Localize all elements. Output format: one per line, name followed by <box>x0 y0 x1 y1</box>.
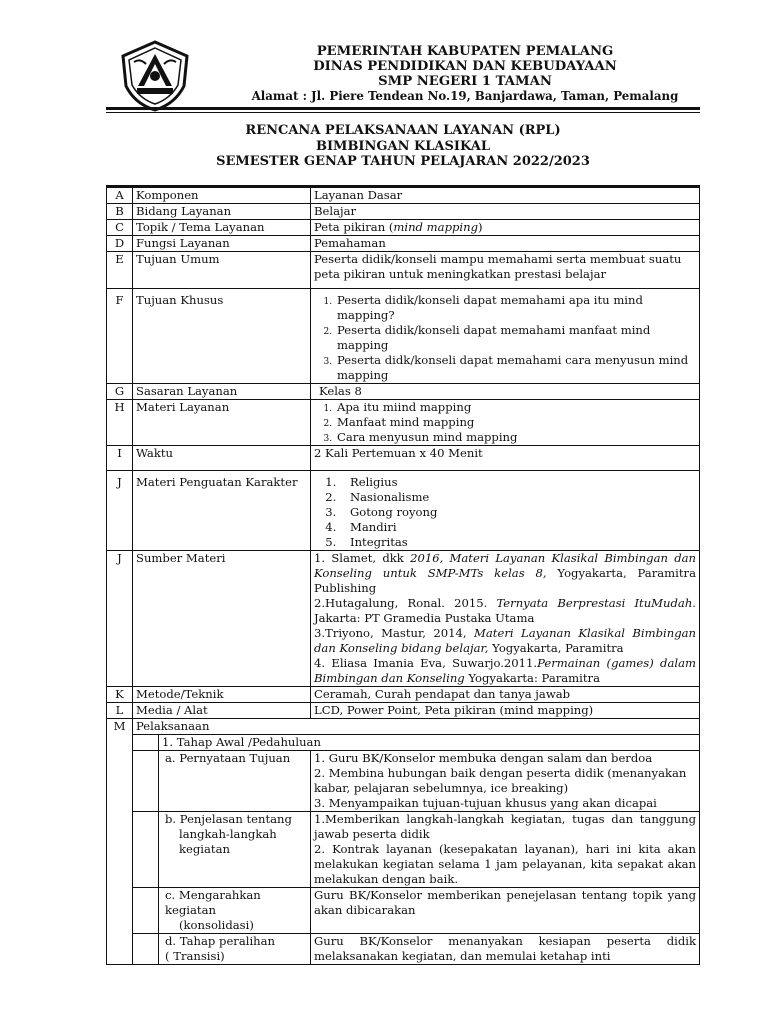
table-row <box>107 220 700 236</box>
row-label: Komponen <box>133 187 311 204</box>
table-row <box>107 703 700 719</box>
row-code: J <box>107 471 133 551</box>
row-code: J <box>107 551 133 687</box>
row-value: LCD, Power Point, Peta pikiran (mind mapping) <box>311 703 700 719</box>
row-code: M <box>107 719 133 965</box>
row-value: Pemahaman <box>311 236 700 252</box>
row-label: Sumber Materi <box>133 551 311 687</box>
title-line-1: RENCANA PELAKSANAAN LAYANAN (RPL) <box>245 123 561 138</box>
source-item <box>314 626 696 656</box>
character-values-list <box>314 475 696 550</box>
source-title: Ternyata Berprestasi ItuMudah. <box>496 596 696 610</box>
topic-text: Peta pikiran ( <box>314 220 394 234</box>
row-label: Materi Layanan <box>133 400 311 446</box>
row-code: C <box>107 220 133 236</box>
source-item <box>314 656 696 686</box>
source-text: 3.Triyono, Mastur, 2014, <box>314 626 475 640</box>
letterhead-government: PEMERINTAH KABUPATEN PEMALANG <box>316 44 614 59</box>
row-value: 2 Kali Pertemuan x 40 Menit <box>311 446 700 471</box>
row-label: Metode/Teknik <box>133 687 311 703</box>
list-item: 5. Integritas <box>340 535 696 550</box>
row-label: Media / Alat <box>133 703 311 719</box>
list-item: 2. Peserta didik/konseli dapat memahami manfaat mind mapping <box>335 323 696 353</box>
list-item: 2. Nasionalisme <box>340 490 696 505</box>
table-row <box>107 888 700 934</box>
step-label-line: langkah-langkah <box>179 827 277 841</box>
row-code: H <box>107 400 133 446</box>
title-line-3: SEMESTER GENAP TAHUN PELAJARAN 2022/2023 <box>216 154 590 169</box>
row-label: Tujuan Umum <box>133 252 311 289</box>
row-value <box>311 551 700 687</box>
row-label: Waktu <box>133 446 311 471</box>
row-code: E <box>107 252 133 289</box>
source-item <box>314 551 696 596</box>
row-label: Tujuan Khusus <box>133 289 311 384</box>
row-value: Ceramah, Curah pendapat dan tanya jawab <box>311 687 700 703</box>
list-item: 3. Cara menyusun mind mapping <box>335 430 696 445</box>
table-row <box>107 751 700 812</box>
row-label: Fungsi Layanan <box>133 236 311 252</box>
step-line: 2. Membina hubungan baik dengan peserta didik (menanyakan kabar, pelajaran sebelumnya, ice breaking) <box>314 766 687 795</box>
step-label-text: a. Pernyataan Tujuan <box>165 751 291 765</box>
step-label <box>159 934 311 965</box>
source-title: Permainan (games) dalam Bimbingan dan Konseling <box>314 656 696 685</box>
row-code: A <box>107 187 133 204</box>
step-line: 1.Memberikan langkah-langkah kegiatan, tugas dan tanggung jawab peserta didik <box>314 812 696 841</box>
specific-goals-list <box>314 293 696 383</box>
step-label-line: kegiatan <box>179 842 230 856</box>
step-content <box>311 812 700 888</box>
letterhead-address: Alamat : Jl. Piere Tendean No.19, Banjardawa, Taman, Pemalang <box>251 89 679 103</box>
table-row <box>107 384 700 400</box>
row-code: D <box>107 236 133 252</box>
step-line: 2. Kontrak layanan (kesepakatan layanan), hari ini kita akan melakukan kegiatan selama 1 jam pelayanan, kita sepakat akan melakukan dengan baik. <box>314 842 696 886</box>
letterhead-school: SMP NEGERI 1 TAMAN <box>378 74 552 89</box>
title-line-2: BIMBINGAN KLASIKAL <box>315 138 490 154</box>
table-row <box>107 735 700 751</box>
row-value <box>311 384 700 400</box>
step-line: 1. Guru BK/Konselor membuka dengan salam dan berdoa <box>314 751 653 765</box>
source-text: 4. Eliasa Imania Eva, Suwarjo.2011. <box>314 656 538 670</box>
table-row <box>107 812 700 888</box>
source-text: 2.Hutagalung, Ronal. 2015. <box>314 596 497 610</box>
step-label-line: ( Transisi) <box>165 949 225 963</box>
table-row <box>107 187 700 204</box>
source-publisher: Yogyakarta: Paramitra <box>464 671 601 685</box>
table-row <box>107 687 700 703</box>
step-label-line: b. Penjelasan tentang <box>165 812 292 826</box>
row-value <box>311 252 700 289</box>
row-label: Pelaksanaan <box>133 719 700 735</box>
row-value <box>311 289 700 384</box>
row-code: I <box>107 446 133 471</box>
letterhead <box>230 44 700 104</box>
table-row <box>107 252 700 289</box>
row-label: Materi Penguatan Karakter <box>133 471 311 551</box>
source-title: Materi Layanan Klasikal Bimbingan dan Konseling bidang belajar, <box>314 626 696 655</box>
table-row <box>107 551 700 687</box>
source-text: 1. Slamet, dkk <box>314 551 411 565</box>
table-row <box>107 400 700 446</box>
step-label <box>159 751 311 812</box>
row-code: L <box>107 703 133 719</box>
row-value <box>311 400 700 446</box>
source-title: 2016, Materi Layanan Klasikal Bimbingan dan Konseling untuk SMP-MTs kelas 8, <box>314 551 696 580</box>
source-item <box>314 596 696 626</box>
row-label: Topik / Tema Layanan <box>133 220 311 236</box>
table-row <box>107 471 700 551</box>
pemalang-regency-crest-icon <box>120 40 190 112</box>
list-item: 1. Peserta didik/konseli dapat memahami apa itu mind mapping? <box>335 293 696 323</box>
list-item: 4. Mandiri <box>340 520 696 535</box>
document-title <box>106 123 700 170</box>
list-item: 1. Apa itu miind mapping <box>335 400 696 415</box>
general-goal-text: Peserta didik/konseli mampu memahami serta membuat suatu peta pikiran untuk meningkatkan prestasi belajar <box>314 252 682 281</box>
row-value <box>311 471 700 551</box>
rpl-table <box>106 185 700 965</box>
step-line: 3. Menyampaikan tujuan-tujuan khusus yang akan dicapai <box>314 796 657 810</box>
letterhead-divider-thin <box>106 112 700 113</box>
row-value: Layanan Dasar <box>311 187 700 204</box>
table-row <box>107 719 700 735</box>
row-code: B <box>107 204 133 220</box>
letterhead-divider-thick <box>106 107 700 110</box>
table-row <box>107 236 700 252</box>
target-text: Kelas 8 <box>319 384 362 398</box>
step-content <box>311 751 700 812</box>
step-text: Guru BK/Konselor memberikan penejelasan tentang topik yang akan dibicarakan <box>314 888 696 917</box>
list-item: 1. Religius <box>340 475 696 490</box>
source-publisher: Jakarta: PT Gramedia Pustaka Utama <box>314 611 535 625</box>
row-label: Sasaran Layanan <box>133 384 311 400</box>
table-row <box>107 446 700 471</box>
source-publisher: Yogyakarta, Paramitra Publishing <box>314 566 696 595</box>
row-code: K <box>107 687 133 703</box>
step-label <box>159 888 311 934</box>
step-label-line: c. Mengarahkan kegiatan <box>165 888 261 917</box>
step-label-line: (konsolidasi) <box>179 918 254 932</box>
list-item: 2. Manfaat mind mapping <box>335 415 696 430</box>
row-label: Bidang Layanan <box>133 204 311 220</box>
step-text: Guru BK/Konselor menanyakan kesiapan peserta didik melaksanakan kegiatan, dan memulai ketahap inti <box>314 934 696 963</box>
step-content <box>311 934 700 965</box>
step-label-line: d. Tahap peralihan <box>165 934 276 948</box>
table-row <box>107 934 700 965</box>
topic-close: ) <box>478 220 483 234</box>
row-value <box>311 220 700 236</box>
row-code: G <box>107 384 133 400</box>
material-list <box>314 400 696 445</box>
letterhead-office: DINAS PENDIDIKAN DAN KEBUDAYAAN <box>313 59 617 74</box>
source-publisher: Yogyakarta, Paramitra <box>488 641 624 655</box>
step-content <box>311 888 700 934</box>
topic-italic: mind mapping <box>393 220 479 234</box>
phase-heading: 1. Tahap Awal /Pedahuluan <box>159 735 700 751</box>
table-row <box>107 289 700 384</box>
list-item: 3. Gotong royong <box>340 505 696 520</box>
row-value: Belajar <box>311 204 700 220</box>
table-row <box>107 204 700 220</box>
row-code: F <box>107 289 133 384</box>
step-label <box>159 812 311 888</box>
list-item: 3. Peserta didk/konseli dapat memahami cara menyusun mind mapping <box>335 353 696 383</box>
